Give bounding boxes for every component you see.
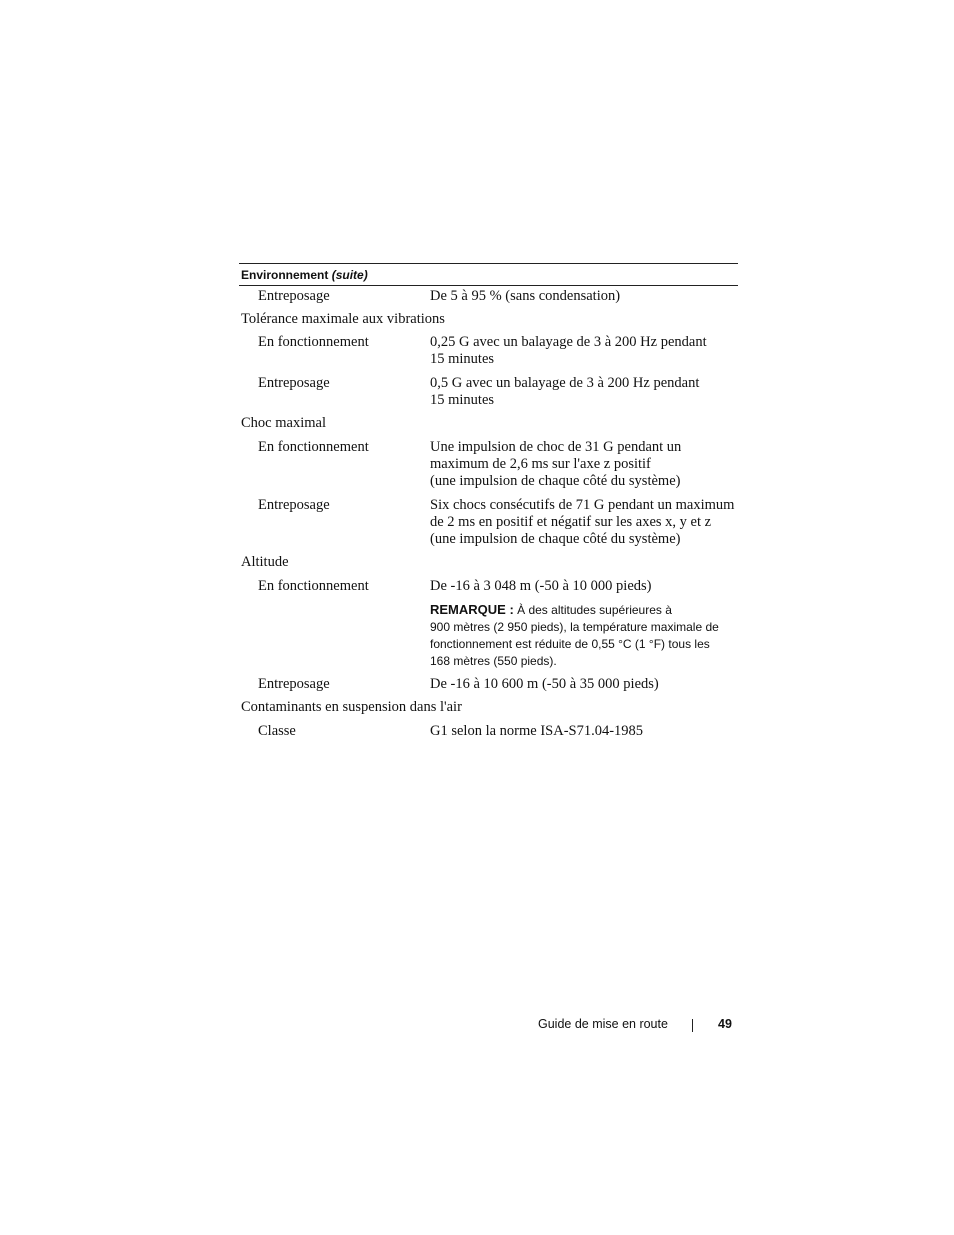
specs-table — [239, 263, 738, 739]
row-label: Entreposage — [258, 375, 330, 391]
remark-label: REMARQUE : — [430, 602, 514, 617]
row-value: De -16 à 10 600 m (-50 à 35 000 pieds) — [430, 676, 659, 692]
row-category: Tolérance maximale aux vibrations — [241, 311, 445, 327]
row-category: Choc maximal — [241, 415, 326, 431]
row-label: En fonctionnement — [258, 334, 369, 350]
table-header — [239, 263, 738, 286]
footer-separator — [692, 1019, 693, 1032]
row-label: En fonctionnement — [258, 578, 369, 594]
row-value: Six chocs consécutifs de 71 G pendant un maximum de 2 ms en positif et négatif sur les axes x, y et z (une impulsion de chaque côté du système) — [430, 497, 735, 547]
row-category: Altitude — [241, 554, 289, 570]
row-label: En fonctionnement — [258, 439, 369, 455]
row-value: 0,5 G avec un balayage de 3 à 200 Hz pendant 15 minutes — [430, 375, 700, 408]
row-value: Une impulsion de choc de 31 G pendant un maximum de 2,6 ms sur l'axe z positif (une impulsion de chaque côté du système) — [430, 439, 682, 489]
row-label: Classe — [258, 723, 296, 739]
remark-note: REMARQUE : À des altitudes supérieures à 900 mètres (2 950 pieds), la température maximale de fonctionnement est réduite de 0,55 °C (1 °F) tous les 168 mètres (550 pieds). — [430, 602, 719, 668]
footer-title: Guide de mise en route — [538, 1017, 668, 1031]
row-label: Entreposage — [258, 497, 330, 513]
row-value: De -16 à 3 048 m (-50 à 10 000 pieds) — [430, 578, 652, 594]
row-value: 0,25 G avec un balayage de 3 à 200 Hz pendant 15 minutes — [430, 334, 707, 367]
row-value: De 5 à 95 % (sans condensation) — [430, 288, 621, 304]
row-category: Contaminants en suspension dans l'air — [241, 699, 462, 715]
row-value: G1 selon la norme ISA-S71.04-1985 — [430, 723, 644, 739]
row-label: Entreposage — [258, 676, 330, 692]
table-header-suffix: (suite) — [331, 268, 368, 282]
table-header-title: Environnement — [241, 268, 329, 282]
row-label: Entreposage — [258, 288, 330, 304]
page-number: 49 — [718, 1017, 732, 1031]
